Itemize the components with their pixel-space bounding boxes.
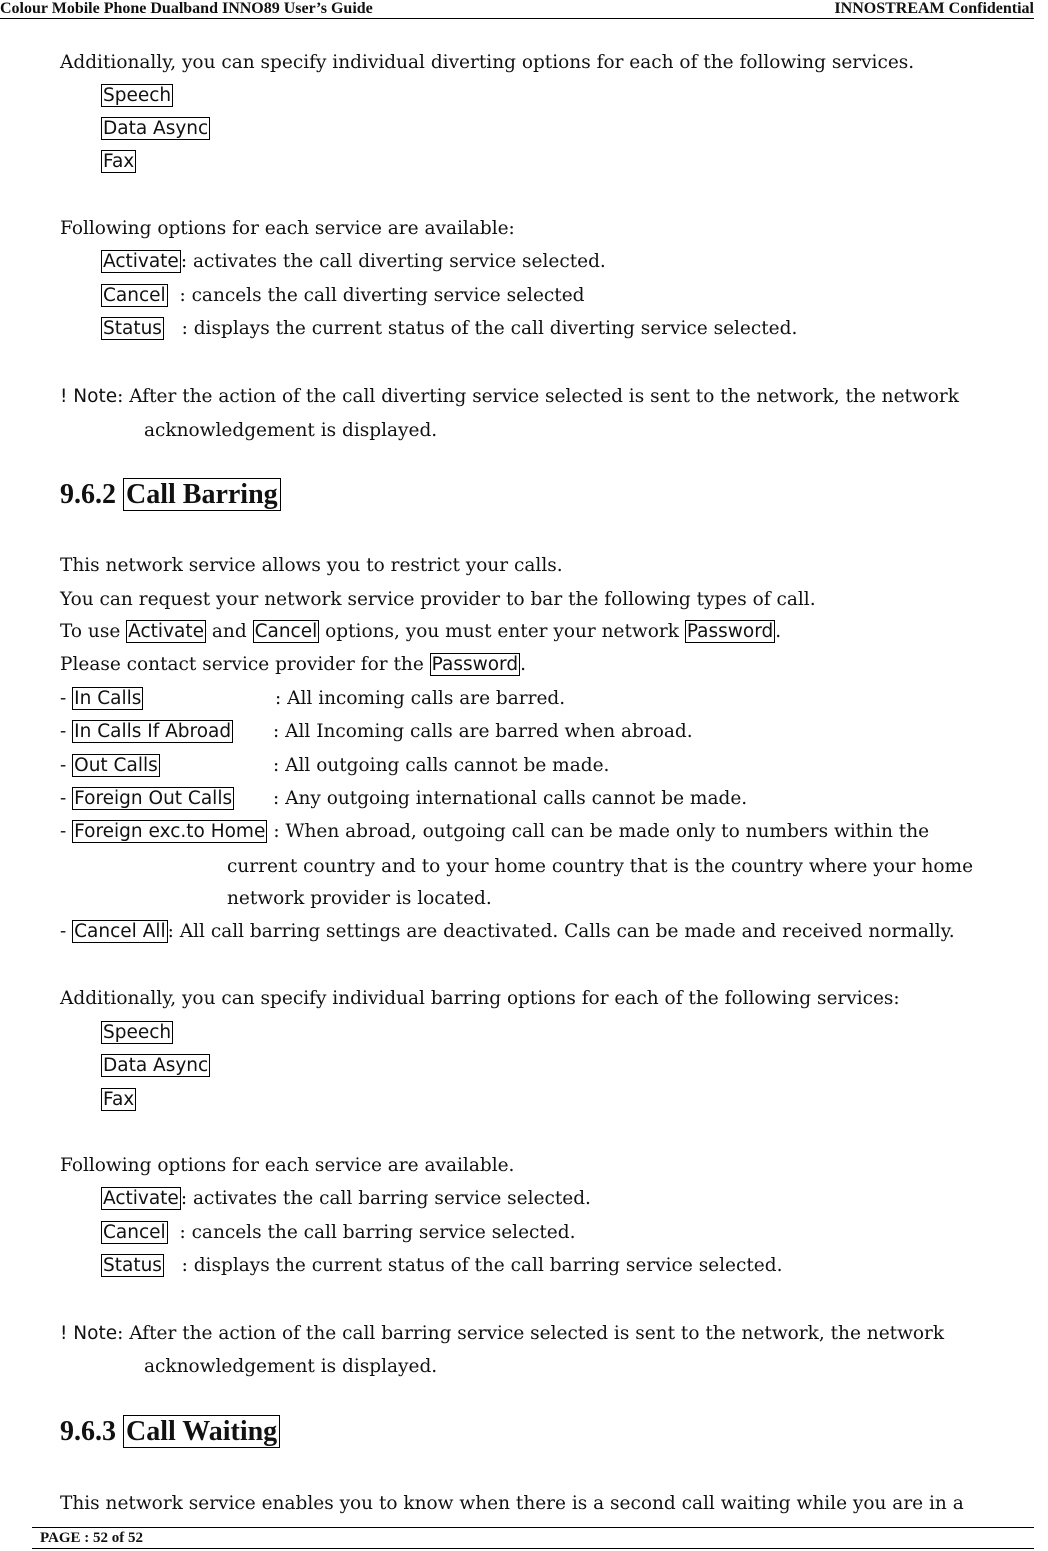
barring-intro: Additionally, you can specify individual barring options for each of the following services: (60, 988, 900, 1009)
page-footer (32, 1527, 1034, 1549)
divert-service-fax: Fax (103, 151, 135, 172)
divert-note: ! Note: After the action of the call diverting service selected is sent to the network, the network (60, 386, 959, 407)
divert-option-status: Status : displays the current status of the call diverting service selected. (103, 318, 798, 339)
barring-p4: Please contact service provider for the Password . (60, 654, 526, 675)
barring-note: ! Note: After the action of the call barring service selected is sent to the network, the network (60, 1323, 945, 1344)
barring-type-foreign-out-calls: - Foreign Out Calls : Any outgoing international calls cannot be made. (60, 788, 748, 809)
barring-p3: To use Activate and Cancel options, you must enter your network Password . (60, 621, 782, 642)
header-confidential: INNOSTREAM Confidential (834, 0, 1034, 17)
divert-service-data-async: Data Async (103, 118, 209, 139)
barring-service-data-async: Data Async (103, 1055, 209, 1076)
page-number: PAGE : 52 of 52 (40, 1530, 144, 1546)
barring-type-in-calls: - In Calls : All incoming calls are barred. (60, 688, 566, 709)
header-doc-title: Colour Mobile Phone Dualband INNO89 User’s Guide (0, 0, 373, 17)
barring-foreign-cont-1: current country and to your home country that is the country where your home (227, 856, 974, 877)
barring-type-in-calls-abroad: - In Calls If Abroad : All Incoming calls are barred when abroad. (60, 721, 693, 742)
page-header (0, 0, 1034, 19)
barring-note-cont: acknowledgement is displayed. (144, 1356, 438, 1377)
barring-type-cancel-all: - Cancel All : All call barring settings are deactivated. Calls can be made and received normally. (60, 921, 955, 942)
note-label: ! Note (60, 386, 118, 407)
barring-option-activate: Activate : activates the call barring service selected. (103, 1188, 591, 1209)
waiting-p1: This network service enables you to know when there is a second call waiting while you are in a (60, 1493, 964, 1514)
divert-intro: Additionally, you can specify individual diverting options for each of the following services. (60, 52, 915, 73)
barring-option-cancel: Cancel : cancels the call barring service selected. (103, 1222, 576, 1243)
barring-options-intro: Following options for each service are available. (60, 1155, 515, 1176)
barring-type-out-calls: - Out Calls : All outgoing calls cannot be made. (60, 755, 610, 776)
divert-option-activate: Activate : activates the call diverting service selected. (103, 251, 606, 272)
divert-service-speech: Speech (103, 85, 172, 106)
divert-note-cont: acknowledgement is displayed. (144, 420, 438, 441)
divert-options-intro: Following options for each service are available: (60, 218, 515, 239)
barring-service-speech: Speech (103, 1022, 172, 1043)
section-heading-call-waiting: 9.6.3 Call Waiting (60, 1414, 280, 1450)
barring-foreign-cont-2: network provider is located. (227, 888, 492, 909)
divert-option-cancel: Cancel : cancels the call diverting service selected (103, 285, 585, 306)
note-label: ! Note (60, 1323, 118, 1344)
barring-service-fax: Fax (103, 1089, 135, 1110)
barring-p2: You can request your network service provider to bar the following types of call. (60, 589, 816, 610)
barring-option-status: Status : displays the current status of the call barring service selected. (103, 1255, 783, 1276)
section-heading-call-barring: 9.6.2 Call Barring (60, 477, 281, 513)
barring-type-foreign-exc-home: - Foreign exc.to Home : When abroad, outgoing call can be made only to numbers within the (60, 821, 930, 842)
barring-p1: This network service allows you to restrict your calls. (60, 555, 563, 576)
